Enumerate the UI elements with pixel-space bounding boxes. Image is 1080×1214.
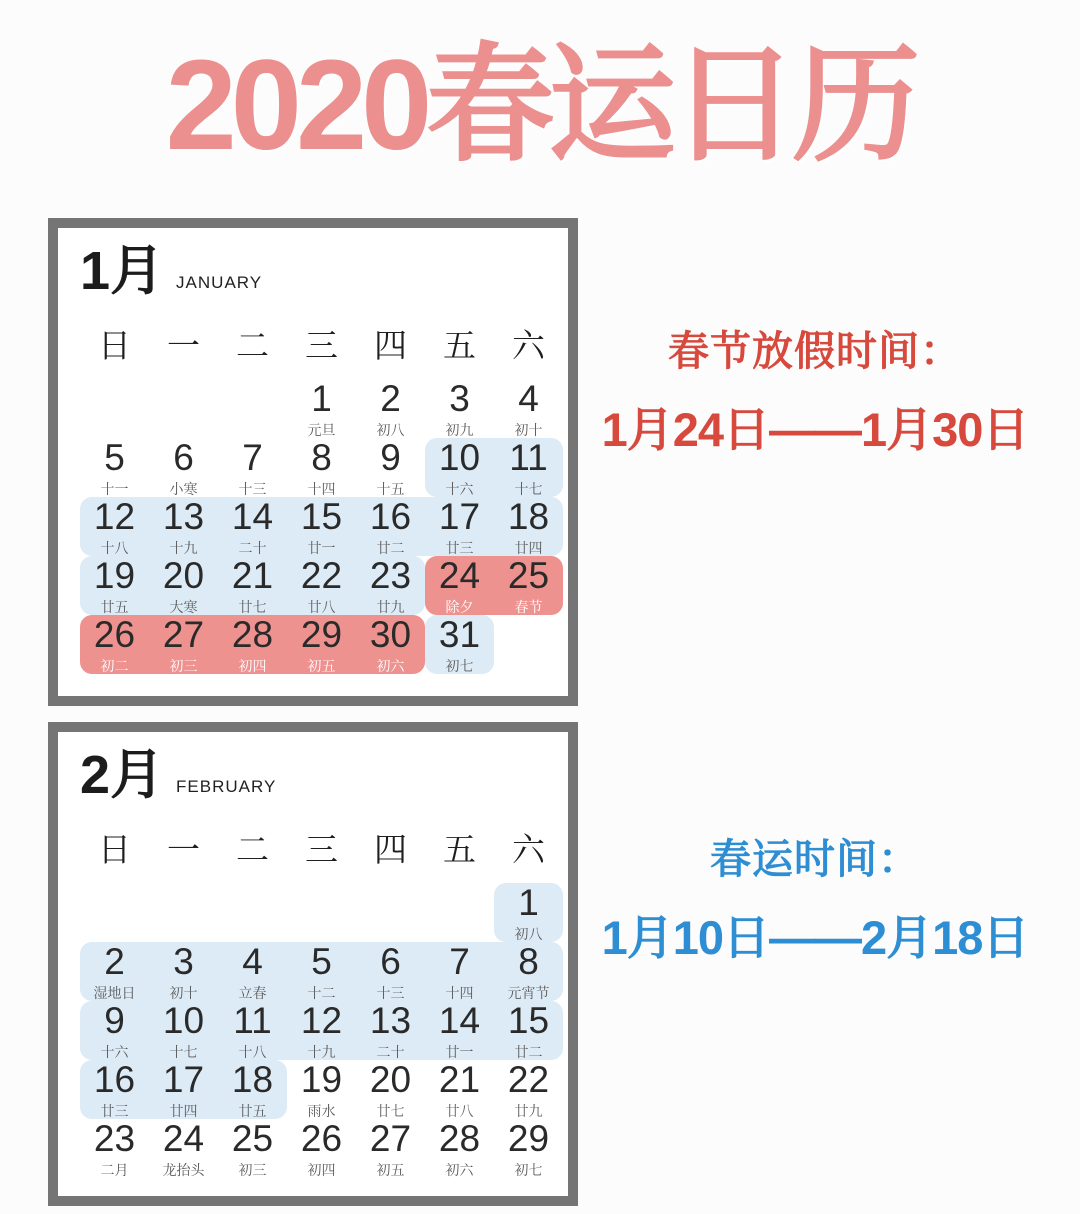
calendar-cell <box>356 379 425 438</box>
calendar-cell <box>149 942 218 1001</box>
lunar-label: 廿八 <box>307 598 336 615</box>
lunar-label: 十二 <box>307 984 336 1001</box>
weekday-label: 五 <box>443 327 476 364</box>
date-number: 30 <box>369 614 412 655</box>
lunar-label: 十六 <box>100 1043 129 1060</box>
week-row <box>80 497 568 556</box>
lunar-label: 十七 <box>169 1043 198 1060</box>
date-number: 11 <box>509 437 548 478</box>
date-number: 29 <box>507 1118 550 1159</box>
month-name: FEBRUARY <box>176 777 277 796</box>
lunar-label: 十八 <box>238 1043 267 1060</box>
date-number: 13 <box>162 496 205 537</box>
page-title: 2020春运日历 <box>165 34 915 177</box>
date-number: 28 <box>231 614 274 655</box>
holiday-note <box>575 318 1055 460</box>
calendar-cell <box>80 615 149 674</box>
calendar-cell-empty <box>80 379 149 438</box>
lunar-label: 除夕 <box>445 598 474 615</box>
date-number: 22 <box>300 555 343 596</box>
date-number: 26 <box>93 614 136 655</box>
calendar-cell-empty <box>149 883 218 942</box>
lunar-label: 廿八 <box>445 1102 474 1119</box>
calendar-cell <box>494 379 563 438</box>
date-number: 14 <box>231 496 274 537</box>
date-number: 18 <box>231 1059 274 1100</box>
weeks-grid <box>80 379 568 674</box>
calendar-cell <box>356 942 425 1001</box>
calendar-cell <box>494 556 563 615</box>
date-number: 1 <box>518 882 539 923</box>
calendar-cell <box>425 1119 494 1178</box>
lunar-label: 春节 <box>514 598 543 615</box>
month-label: 2月 <box>80 745 165 805</box>
calendar-cell <box>287 379 356 438</box>
calendar-cell-empty <box>287 883 356 942</box>
weekday-label: 五 <box>443 831 476 868</box>
date-number: 20 <box>369 1059 412 1100</box>
weekday-label: 三 <box>305 327 338 364</box>
date-number: 29 <box>300 614 343 655</box>
lunar-label: 十六 <box>445 480 474 497</box>
lunar-label: 初二 <box>100 657 129 674</box>
calendar-cell <box>218 1001 287 1060</box>
date-number: 23 <box>369 555 412 596</box>
date-number: 10 <box>162 1000 205 1041</box>
date-number: 21 <box>231 555 274 596</box>
calendar-january <box>48 218 578 706</box>
date-number: 16 <box>93 1059 136 1100</box>
date-number: 12 <box>93 496 136 537</box>
calendar-cell <box>218 1119 287 1178</box>
date-number: 3 <box>173 941 194 982</box>
calendar-cell <box>494 1119 563 1178</box>
lunar-label: 初九 <box>445 421 474 438</box>
date-number: 20 <box>162 555 205 596</box>
lunar-label: 廿五 <box>238 1102 267 1119</box>
date-number: 28 <box>438 1118 481 1159</box>
calendar-cell <box>287 497 356 556</box>
date-number: 9 <box>380 437 401 478</box>
date-number: 19 <box>300 1059 343 1100</box>
date-number: 27 <box>369 1118 412 1159</box>
calendar-february-inner <box>58 732 568 1178</box>
date-number: 17 <box>438 496 481 537</box>
lunar-label: 廿四 <box>169 1102 198 1119</box>
calendar-cell <box>149 556 218 615</box>
date-number: 17 <box>162 1059 205 1100</box>
date-number: 8 <box>311 437 332 478</box>
lunar-label: 初三 <box>169 657 198 674</box>
date-number: 11 <box>233 1000 272 1041</box>
weekday-label: 一 <box>167 327 200 364</box>
week-row <box>80 379 568 438</box>
date-number: 25 <box>507 555 550 596</box>
lunar-label: 十七 <box>514 480 543 497</box>
date-number: 24 <box>162 1118 205 1159</box>
date-number: 7 <box>449 941 470 982</box>
calendar-cell <box>149 497 218 556</box>
calendar-cell <box>494 1001 563 1060</box>
calendar-cell-empty <box>494 615 563 674</box>
holiday-note-range: 1月24日——1月30日 <box>601 403 1029 456</box>
lunar-label: 十一 <box>100 480 129 497</box>
lunar-label: 廿七 <box>376 1102 405 1119</box>
chunyun-note-heading: 春运时间： <box>710 836 920 882</box>
date-number: 12 <box>300 1000 343 1041</box>
calendar-cell-empty <box>356 883 425 942</box>
lunar-label: 廿三 <box>445 539 474 556</box>
lunar-label: 二月 <box>100 1161 129 1178</box>
calendar-cell-empty <box>425 883 494 942</box>
date-number: 9 <box>104 1000 125 1041</box>
calendar-cell <box>356 615 425 674</box>
weekday-label: 二 <box>236 327 269 364</box>
weekday-label: 二 <box>236 831 269 868</box>
lunar-label: 廿九 <box>376 598 405 615</box>
lunar-label: 大寒 <box>169 598 198 615</box>
calendar-cell <box>80 1060 149 1119</box>
holiday-note-heading: 春节放假时间： <box>668 328 962 374</box>
lunar-label: 初五 <box>376 1161 405 1178</box>
lunar-label: 初十 <box>514 421 543 438</box>
lunar-label: 廿七 <box>238 598 267 615</box>
calendar-cell <box>149 1001 218 1060</box>
calendar-cell <box>287 1060 356 1119</box>
lunar-label: 初四 <box>238 657 267 674</box>
lunar-label: 十八 <box>100 539 129 556</box>
lunar-label: 十五 <box>376 480 405 497</box>
calendar-cell-empty <box>218 883 287 942</box>
lunar-label: 湿地日 <box>93 984 136 1001</box>
date-number: 18 <box>507 496 550 537</box>
lunar-label: 立春 <box>238 984 267 1001</box>
lunar-label: 十九 <box>169 539 198 556</box>
chunyun-note <box>575 826 1055 968</box>
lunar-label: 十三 <box>238 480 267 497</box>
calendar-cell <box>80 497 149 556</box>
lunar-label: 十三 <box>376 984 405 1001</box>
date-number: 6 <box>380 941 401 982</box>
calendar-cell <box>356 1060 425 1119</box>
date-number: 4 <box>518 378 539 419</box>
date-number: 2 <box>380 378 401 419</box>
calendar-cell <box>425 1001 494 1060</box>
weekday-label: 四 <box>374 831 407 868</box>
week-row <box>80 438 568 497</box>
lunar-label: 初八 <box>514 925 543 942</box>
lunar-label: 初六 <box>376 657 405 674</box>
lunar-label: 元旦 <box>307 421 336 438</box>
calendar-cell <box>494 942 563 1001</box>
weekday-label: 四 <box>374 327 407 364</box>
calendar-cell-empty <box>149 379 218 438</box>
lunar-label: 廿一 <box>307 539 336 556</box>
lunar-label: 廿二 <box>514 1043 543 1060</box>
lunar-label: 初十 <box>169 984 198 1001</box>
calendar-january-inner <box>58 228 568 674</box>
weekday-label: 日 <box>98 831 131 868</box>
lunar-label: 初八 <box>376 421 405 438</box>
weekday-label: 日 <box>98 327 131 364</box>
week-row <box>80 883 568 942</box>
calendar-cell <box>287 438 356 497</box>
weekday-label: 六 <box>512 327 545 364</box>
lunar-label: 十九 <box>307 1043 336 1060</box>
date-number: 15 <box>507 1000 550 1041</box>
calendar-cell <box>425 497 494 556</box>
calendar-cell <box>149 1060 218 1119</box>
date-number: 2 <box>104 941 125 982</box>
calendar-cell <box>80 438 149 497</box>
lunar-label: 初四 <box>307 1161 336 1178</box>
date-number: 14 <box>438 1000 481 1041</box>
week-row <box>80 556 568 615</box>
calendar-cell <box>287 942 356 1001</box>
calendar-cell <box>149 1119 218 1178</box>
calendar-cell-empty <box>80 883 149 942</box>
weekday-label: 六 <box>512 831 545 868</box>
date-number: 13 <box>369 1000 412 1041</box>
lunar-label: 初五 <box>307 657 336 674</box>
week-row <box>80 1060 568 1119</box>
calendar-cell <box>425 379 494 438</box>
lunar-label: 初六 <box>445 1161 474 1178</box>
date-number: 19 <box>93 555 136 596</box>
calendar-cell <box>287 556 356 615</box>
date-number: 31 <box>438 614 481 655</box>
month-name: JANUARY <box>176 273 263 292</box>
weekday-row <box>80 320 568 367</box>
date-number: 6 <box>173 437 194 478</box>
calendar-cell <box>149 438 218 497</box>
calendar-cell <box>80 1001 149 1060</box>
lunar-label: 龙抬头 <box>162 1161 205 1178</box>
calendar-cell-empty <box>218 379 287 438</box>
date-number: 22 <box>507 1059 550 1100</box>
date-number: 10 <box>438 437 481 478</box>
lunar-label: 初七 <box>514 1161 543 1178</box>
lunar-label: 二十 <box>238 539 267 556</box>
date-number: 23 <box>93 1118 136 1159</box>
calendar-cell <box>218 497 287 556</box>
calendar-cell <box>494 883 563 942</box>
calendar-cell <box>494 438 563 497</box>
calendar-cell <box>425 556 494 615</box>
month-header <box>80 745 568 805</box>
lunar-label: 廿一 <box>445 1043 474 1060</box>
date-number: 24 <box>438 555 481 596</box>
calendar-cell <box>218 438 287 497</box>
date-number: 26 <box>300 1118 343 1159</box>
weekday-label: 三 <box>305 831 338 868</box>
lunar-label: 初七 <box>445 657 474 674</box>
date-number: 1 <box>311 378 332 419</box>
date-number: 4 <box>242 941 263 982</box>
calendar-cell <box>356 438 425 497</box>
calendar-cell <box>425 1060 494 1119</box>
lunar-label: 十四 <box>445 984 474 1001</box>
lunar-label: 初三 <box>238 1161 267 1178</box>
calendar-cell <box>149 615 218 674</box>
week-row <box>80 942 568 1001</box>
date-number: 21 <box>438 1059 481 1100</box>
calendar-cell <box>218 615 287 674</box>
calendar-cell <box>80 942 149 1001</box>
calendar-cell <box>218 1060 287 1119</box>
week-row <box>80 1119 568 1178</box>
calendar-cell <box>218 556 287 615</box>
calendar-cell <box>218 942 287 1001</box>
lunar-label: 二十 <box>376 1043 405 1060</box>
lunar-label: 元宵节 <box>507 984 550 1001</box>
date-number: 5 <box>311 941 332 982</box>
lunar-label: 廿三 <box>100 1102 129 1119</box>
week-row <box>80 615 568 674</box>
lunar-label: 廿四 <box>514 539 543 556</box>
lunar-label: 廿五 <box>100 598 129 615</box>
month-header <box>80 241 568 301</box>
calendar-cell <box>356 1001 425 1060</box>
calendar-cell <box>287 1001 356 1060</box>
date-number: 7 <box>242 437 263 478</box>
month-label: 1月 <box>80 241 165 301</box>
calendar-cell <box>494 497 563 556</box>
weekday-label: 一 <box>167 831 200 868</box>
calendar-cell <box>356 497 425 556</box>
lunar-label: 廿二 <box>376 539 405 556</box>
date-number: 5 <box>104 437 125 478</box>
lunar-label: 十四 <box>307 480 336 497</box>
calendar-cell <box>80 556 149 615</box>
calendar-february <box>48 722 578 1206</box>
date-number: 15 <box>300 496 343 537</box>
lunar-label: 雨水 <box>307 1102 336 1119</box>
date-number: 8 <box>518 941 539 982</box>
calendar-cell <box>425 438 494 497</box>
calendar-cell <box>287 615 356 674</box>
calendar-cell <box>287 1119 356 1178</box>
calendar-cell <box>356 1119 425 1178</box>
calendar-cell <box>494 1060 563 1119</box>
calendar-cell <box>80 1119 149 1178</box>
calendar-cell <box>425 615 494 674</box>
weekday-row <box>80 824 568 871</box>
calendar-cell <box>425 942 494 1001</box>
lunar-label: 廿九 <box>514 1102 543 1119</box>
weeks-grid <box>80 883 568 1178</box>
week-row <box>80 1001 568 1060</box>
lunar-label: 小寒 <box>169 480 198 497</box>
calendar-cell <box>356 556 425 615</box>
date-number: 25 <box>231 1118 274 1159</box>
date-number: 16 <box>369 496 412 537</box>
chunyun-note-range: 1月10日——2月18日 <box>601 911 1029 964</box>
date-number: 27 <box>162 614 205 655</box>
date-number: 3 <box>449 378 470 419</box>
